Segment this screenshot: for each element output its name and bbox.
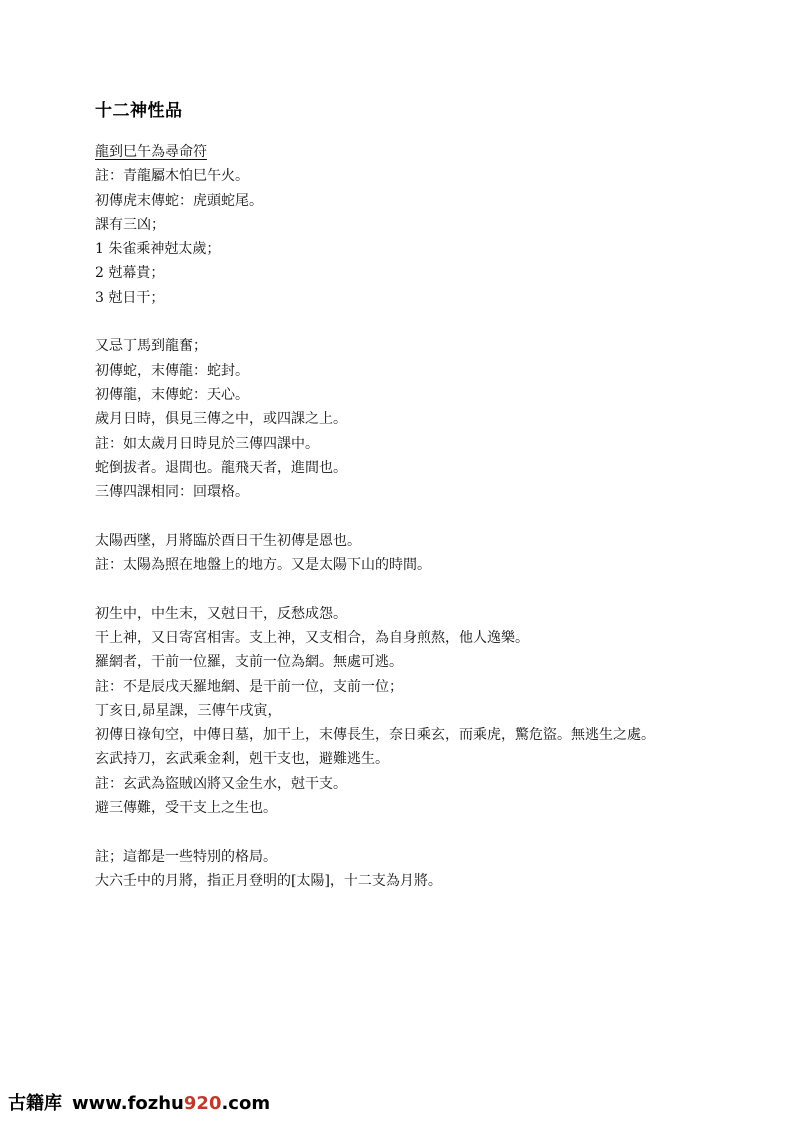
blank-line [95, 820, 705, 844]
blank-line [95, 504, 705, 528]
text-line: 避三傳難，受干支上之生也。 [95, 800, 277, 817]
text-line: 註：青龍屬木怕巳午火。 [95, 168, 249, 185]
text-line: 又忌丁馬到龍奮； [95, 338, 207, 355]
text-line: 丁亥日,昴星課，三傳午戌寅， [95, 702, 282, 719]
text-line: 註：玄武為盜賊凶將又金生水，尅干支。 [95, 775, 347, 792]
text-line: 初生中，中生末，又尅日干，反愁成怨。 [95, 605, 347, 622]
text-line: 太陽西墜，月將臨於酉日干生初傳是恩也。 [95, 532, 361, 549]
list-item: 2 尅幕貴； [95, 265, 165, 282]
text-line: 大六壬中的月將，指正月登明的[太陽]，十二支為月將。 [95, 872, 442, 889]
list-item: 3 尅日干； [95, 289, 165, 306]
text-line: 干上神，又日寄宮相害。支上神，又支相合，為自身煎熬，他人逸樂。 [95, 629, 529, 646]
text-line: 初傳龍，末傳蛇：天心。 [95, 386, 249, 403]
text-line: 註：如太歲月日時見於三傳四課中。 [95, 435, 319, 452]
text-line: 蛇倒拔者。退間也。龍飛天者，進間也。 [95, 459, 347, 476]
text-line: 羅網者，干前一位羅，支前一位為網。無處可逃。 [95, 654, 403, 671]
url-suffix: .com [221, 1093, 271, 1114]
page-title: 十二神性品 [95, 101, 183, 121]
blank-line [95, 310, 705, 334]
url-prefix: www.fozhu [72, 1093, 184, 1114]
text-line: 歲月日時，俱見三傳之中，或四課之上。 [95, 411, 347, 428]
text-line: 課有三凶； [95, 216, 165, 233]
document-body [95, 140, 705, 893]
text-line: 註：太陽為照在地盤上的地方。又是太陽下山的時間。 [95, 557, 431, 574]
text-line: 初傳虎末傳蛇：虎頭蛇尾。 [95, 192, 263, 209]
site-watermark [8, 1089, 270, 1113]
text-line: 註；這都是一些特別的格局。 [95, 848, 277, 865]
text-line: 註：不是辰戌天羅地網、是干前一位，支前一位； [95, 678, 403, 695]
url-number: 920 [183, 1093, 222, 1114]
text-line: 初傳蛇，末傳龍：蛇封。 [95, 362, 249, 379]
text-line: 玄武持刀，玄武乘金剎，剋干支也，避難逃生。 [95, 751, 389, 768]
text-line: 初傳日祿旬空，中傳日墓，加干上，末傳長生，奈日乘玄，而乘虎，驚危盜。無逃生之處。 [95, 727, 655, 744]
blank-line [95, 577, 705, 601]
text-line: 三傳四課相同：回環格。 [95, 484, 249, 501]
section-heading: 龍到巳午為尋命符 [95, 144, 207, 160]
brand-name: 古籍库 [8, 1093, 62, 1114]
list-item: 1 朱雀乘神尅太歲； [95, 241, 221, 258]
